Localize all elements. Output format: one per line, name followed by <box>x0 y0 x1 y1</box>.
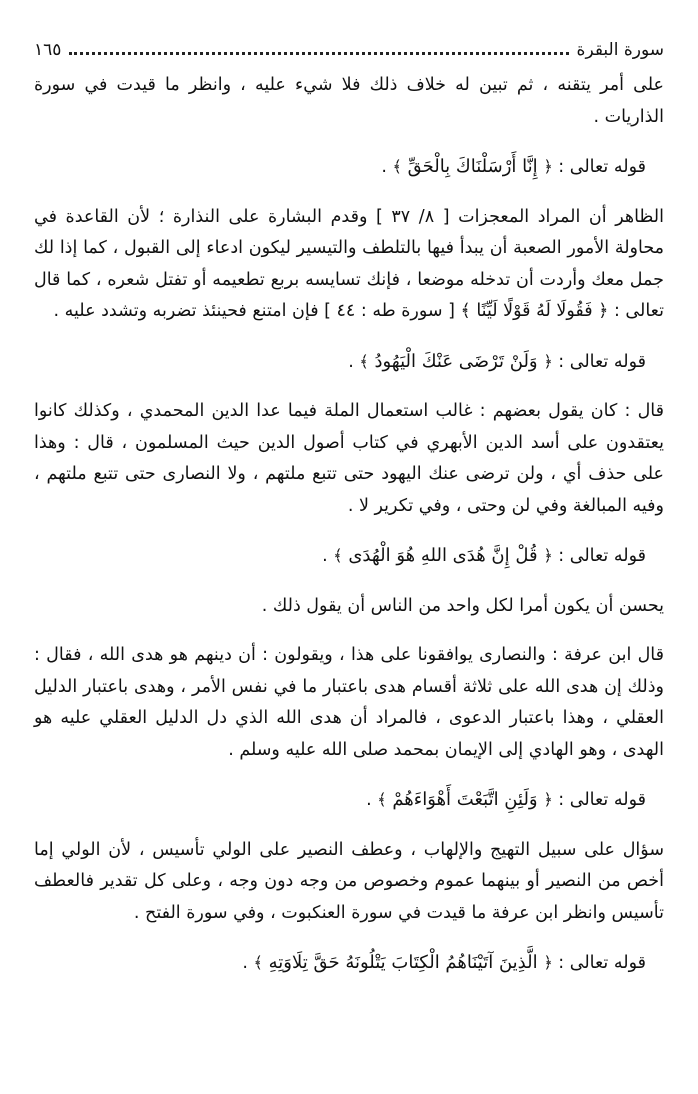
paragraph: الظاهر أن المراد المعجزات [ ٨/ ٣٧ ] وقدم البشارة على النذارة ؛ لأن القاعدة في محاولة الأمور الصعبة أن يبدأ فيها بالتلطف والتيسير ليكون ادعاء إلى القبول ، كما إذا لك جمل معك وأردت أن تدخله موضعا ، فإنك تسايسه بربع تطعيمه أو تفتل شعره ، كما قال تعالى : ﴿ فَقُولَا لَهُ قَوْلًا لَيِّنًا ﴾ [ سورة طه : ٤٤ ] فإن امتنع فحينئذ تضربه وتشدد عليه . <box>34 206 664 321</box>
verse-tail: . <box>366 790 378 810</box>
ornate-bracket-open: ﴿ <box>543 953 553 972</box>
ornate-bracket-close: ﴾ <box>253 953 263 972</box>
verse-heading <box>34 346 664 379</box>
verse-heading <box>34 540 664 573</box>
ornate-bracket-close: ﴾ <box>333 546 343 565</box>
verse-lead: قوله تعالى : <box>552 546 646 566</box>
running-header <box>34 34 664 60</box>
paragraph: سؤال على سبيل التهيج والإلهاب ، وعطف النصير على الولي تأسيس ، لأن الولي إما أخص من النصير أو بينهما عموم وخصوص من وجه دون وجه ، وعلى كل تقدير فالعطف تأسيس وانظر ابن عرفة ما قيدت في سورة العنكبوت ، وفي سورة الفتح . <box>34 839 664 923</box>
page-body <box>34 70 664 980</box>
quran-verse: قُلْ إِنَّ هُدَى اللهِ هُوَ الْهُدَى <box>342 545 544 566</box>
paragraph: قال : كان يقول بعضهم : غالب استعمال الملة فيما عدا الدين المحمدي ، وكذلك كانوا يعتقدون على أسد الدين الأبهري في كتاب أصول الدين حيث المسلمون ، قال : وهذا على حذف أي ، ولن ترضى عنك اليهود حتى تتبع ملتهم ، ولا النصارى حتى تتبع ملتهم ، وفيه المبالغة وفي لن وحتى ، وفي تكرير لا . <box>34 401 664 516</box>
paragraph: على أمر يتقنه ، ثم تبين له خلاف ذلك فلا شيء عليه ، وانظر ما قيدت في سورة الذاريات . <box>34 75 664 127</box>
quran-verse: إِنَّا أَرْسَلْنَاكَ بِالْحَقِّ <box>401 156 544 177</box>
quran-verse: وَلَنْ تَرْضَى عَنْكَ الْيَهُودُ <box>368 350 544 372</box>
ornate-bracket-open: ﴿ <box>543 546 553 565</box>
verse-tail: . <box>242 953 254 973</box>
verse-heading <box>34 151 664 184</box>
verse-tail: . <box>381 157 393 177</box>
page-number: ١٦٥ <box>34 40 62 60</box>
paragraph: قال ابن عرفة : والنصارى يوافقونا على هذا ، ويقولون : أن دينهم هو هدى الله ، فقال : وذلك إن هدى الله على ثلاثة أقسام هدى باعتبار ما في نفس الأمر ، وهدى باعتبار الدليل العقلي ، وهذا باعتبار الدعوى ، فالمراد أن هدى الله الذي دل الدليل العقلي عليه هو الهدى ، وهو الهادي إلى الإيمان بمحمد صلى الله عليه وسلم . <box>34 645 664 760</box>
verse-lead: قوله تعالى : <box>552 157 646 177</box>
verse-lead: قوله تعالى : <box>552 790 646 810</box>
verse-lead: قوله تعالى : <box>552 351 646 372</box>
ornate-bracket-open: ﴿ <box>543 157 553 176</box>
ornate-bracket-close: ﴾ <box>377 790 387 809</box>
paragraph: يحسن أن يكون أمرا لكل واحد من الناس أن يقول ذلك . <box>261 595 664 616</box>
verse-tail: . <box>348 351 360 372</box>
ornate-bracket-open: ﴿ <box>543 351 553 371</box>
verse-lead: قوله تعالى : <box>552 953 646 973</box>
ornate-bracket-close: ﴾ <box>359 351 369 371</box>
ornate-bracket-open: ﴿ <box>543 790 553 809</box>
surah-title: سورة البقرة <box>576 40 664 60</box>
header-dotted-rule <box>69 52 568 55</box>
ornate-bracket-close: ﴾ <box>392 157 402 176</box>
verse-heading <box>34 947 664 980</box>
quran-verse: وَلَئِنِ اتَّبَعْتَ أَهْوَاءَهُمْ <box>386 789 544 810</box>
verse-heading <box>34 784 664 817</box>
verse-tail: . <box>322 546 334 566</box>
quran-verse: الَّذِينَ آتَيْنَاهُمُ الْكِتَابَ يَتْلُونَهُ حَقَّ تِلَاوَتِهِ <box>262 952 544 973</box>
